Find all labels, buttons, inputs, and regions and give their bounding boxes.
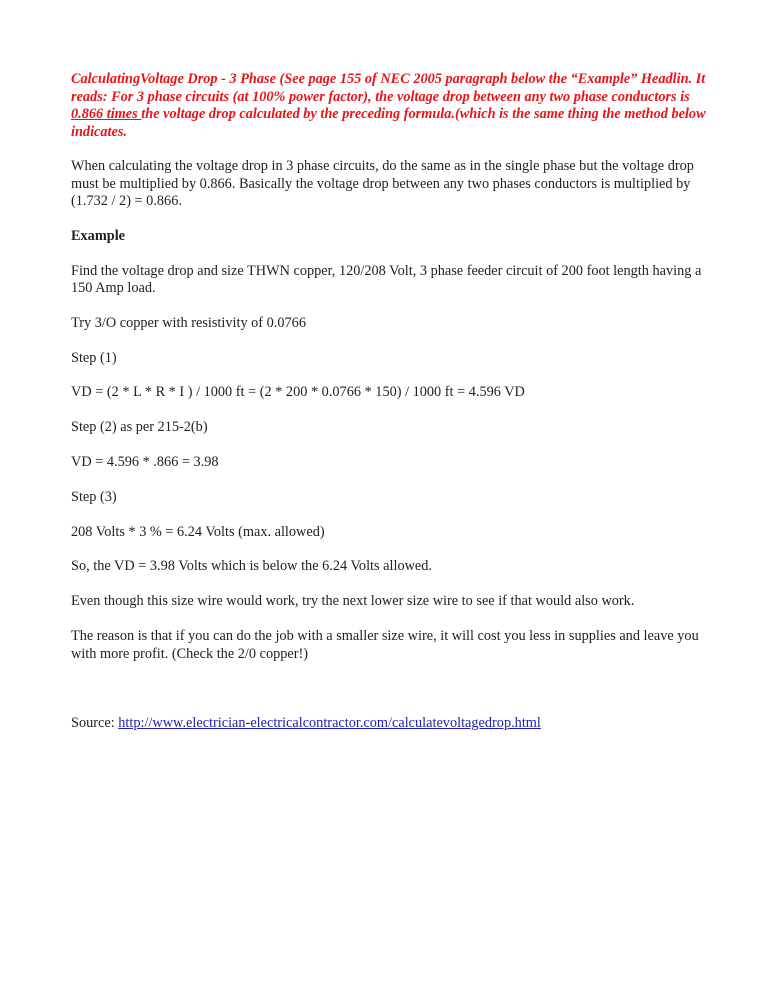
step-3-label: Step (3) bbox=[71, 488, 117, 505]
formula-1: VD = (2 * L * R * I ) / 1000 ft = (2 * 200 * 0.0766 * 150) / 1000 ft = 4.596 VD bbox=[71, 384, 525, 401]
source-link[interactable]: http://www.electrician-electricalcontractor.com/calculatevoltagedrop.html bbox=[118, 715, 541, 732]
reason-paragraph: The reason is that if you can do the job with a smaller size wire, it will cost you less in supplies and leave you with more profit. (Check the 2/0 copper!) bbox=[71, 628, 699, 662]
heading-underlined-text: 0.866 times bbox=[71, 106, 142, 122]
try-paragraph: Try 3/O copper with resistivity of 0.0766 bbox=[71, 314, 306, 331]
problem-paragraph: Find the voltage drop and size THWN copper, 120/208 Volt, 3 phase feeder circuit of 200 foot length having a 150 Amp load. bbox=[71, 262, 702, 297]
heading-part-1: CalculatingVoltage Drop - 3 Phase (See page 155 of NEC 2005 paragraph below the “Example” Headlin. It reads: For 3 phase circuits (at 100% power factor), the voltage drop between any two phase conductors is bbox=[71, 71, 706, 105]
step-2-label: Step (2) as per 215-2(b) bbox=[71, 419, 208, 436]
heading-part-2: the voltage drop calculated by the preceding formula.(which is the same thing the method below indicates. bbox=[71, 106, 706, 140]
example-title: Example bbox=[71, 227, 126, 244]
conclusion-paragraph: So, the VD = 3.98 Volts which is below the 6.24 Volts allowed. bbox=[71, 558, 432, 575]
spacer bbox=[71, 680, 711, 715]
next-lower-paragraph: Even though this size wire would work, try the next lower size wire to see if that would also work. bbox=[71, 593, 635, 610]
formula-2: VD = 4.596 * .866 = 3.98 bbox=[71, 454, 219, 471]
document-heading bbox=[71, 71, 711, 141]
source-label: Source: bbox=[71, 715, 119, 732]
source-line bbox=[71, 715, 711, 733]
step-1-label: Step (1) bbox=[71, 349, 117, 366]
intro-paragraph: When calculating the voltage drop in 3 phase circuits, do the same as in the single phase but the voltage drop must be multiplied by 0.866. Basically the voltage drop between any two phases conductors is multiplied by (1.732 / 2) = 0.866. bbox=[71, 158, 694, 209]
document-page bbox=[71, 71, 711, 750]
formula-3: 208 Volts * 3 % = 6.24 Volts (max. allowed) bbox=[71, 523, 325, 540]
